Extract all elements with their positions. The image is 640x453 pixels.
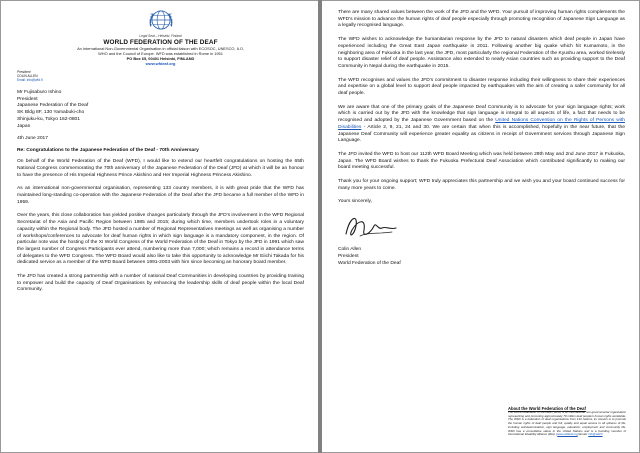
body-paragraph: On behalf of the World Federation of the Deaf (WFD), I would like to extend our heartfelt congratulations on hosting the 65th National Congress commemorating the 70th anniversary of the Japanese Federation of the Deaf (JFD) at which it will be an honour to have the presence of His Imperial Highness Prince Akishino and Her Imperial Highness Princess Akishino. (17, 159, 304, 178)
body-paragraph: The JFD invited the WFD to host our 112th WFD Board Meeting which was held between 29th May and 2nd June 2017 in Fukuoka, Japan. The WFD Board wishes to thank the Fukuoka Prefectural Deaf Association which contributed significantly to making our board meeting successful. (338, 151, 625, 171)
organisation-description-2: WHO and the Council of Europe. WFD was established in Rome in 1951 (98, 51, 223, 56)
body-paragraph: Thank you for your ongoing support; WFD truly appreciates this partnership and we wish you and your board continued success for many more years to come. (338, 179, 625, 191)
letterhead (17, 7, 304, 66)
sender-info (17, 70, 304, 82)
handwritten-signature-icon (340, 208, 400, 244)
recipient-line-2: Shinjuku-ku, Tokyo 162-0801 (17, 116, 80, 122)
recipient-address (17, 90, 304, 130)
closing: Yours sincerely, (338, 199, 372, 205)
about-wfd-footer (508, 406, 626, 437)
recipient-title: President (17, 96, 38, 102)
sender-name: COLIN ALLEN (17, 74, 38, 78)
recipient-country: Japan (17, 123, 31, 129)
body-paragraph: Over the years, this close collaboration has yielded positive changes particularly through the JFD's involvement in the WFD Regional Secretariat of the Asia and Pacific Region between 1985 and 2015; during which time, members undertook roles in a voluntary capacity within the Regional body. The JFD hosted a number of Regional Representatives meetings as well as organising a number of workshops/conferences to advocate for deaf human rights in which sign language is a mandatory component, in the region. Of particular note was the hosting of the XI World Congress of the World Federation of the Deaf in Tokyo by the JFD in 1991 which saw the largest number of Congress Participants ever attend, numbering more than 7,000; which remains a record in attendance terms of delegates to the WFD Congress. The WFD Board would also like to take this opportunity to acknowledge Mr Eiichi Takada for his dedicated service as a member of the WFD Board between 1991-2003 with him since becoming an honorary board member. (17, 213, 304, 266)
body-paragraph: The WFD recognises and values the JFD's commitment to disaster response including their willingness to share their experiences and expertise on a global level to support deaf people impacted by earthquakes with the aim of creating a safer community for all deaf people. (338, 77, 625, 97)
organisation-address: PO Box 65, 00401 Helsinki, FINLAND (126, 56, 195, 61)
signatory-org: World Federation of the Deaf (338, 260, 401, 266)
body-paragraph: The WFD wishes to acknowledge the humanitarian response by the JFD to natural disasters which deaf people in Japan have experienced including the Great East Japan earthquake in 2011. Following another big quake which hit Kumamoto, in the neighboring area of Fukuoka in the last year, the JFD, most particularly the regional Federation of the Kyushu area, worked tirelessly to support disaster relief of deaf people. Assistance also extended to nearly Asian countries such as providing support to the Deaf Community in Nepal during the earthquake in 2015. (338, 37, 625, 69)
letter-page-2 (322, 1, 639, 452)
footer-email-label: Email: (578, 432, 589, 437)
rights-text-after: - Article 2, 9, 21, 24 and 30. We are certain that when this is accomplished, hopefully in the near future, that the Japanese Deaf Community will experience greater equality as citizens in receipt of Government services through Japanese Sign Language. (338, 124, 625, 144)
uncrpd-link[interactable]: United Nations Convention on the Rights of Persons with Disabilities (338, 118, 625, 130)
footer-text-main: The World Federation of the Deaf (WFD) is an international non-governmental organisation representing and promoting approximately 70 million deaf people's human rights worldwide. The WFD is a federation of deaf organisations from 133 nations; its mission is to promote the human rights of deaf people and full, quality and equal access to all spheres of life, including self-determination, sign language, education, employment and community life. WFD has a consultative status in the United Nations and is a founding member of International Disability Alliance (IDA). (508, 410, 626, 437)
sender-role: President (17, 70, 31, 74)
recipient-line-1: SK Bldg 8F, 130 Yamabuki-cho (17, 110, 85, 116)
recipient-org: Japanese Federation of the Deaf (17, 103, 89, 109)
organisation-description-1: An International Non-Governmental Organisation in official liaison with ECOSOC, UNESCO, ILO, (77, 46, 244, 51)
letterhead-tagline: Legal Seat – Helsinki, Finland (139, 34, 182, 38)
footer-title: About the World Federation of the Deaf (508, 406, 586, 411)
sender-email-link[interactable]: Email: info@wfd.fi (17, 78, 43, 82)
organisation-website-link[interactable]: www.wfdeaf.org (145, 61, 176, 66)
organisation-name: WORLD FEDERATION OF THE DEAF (103, 39, 218, 46)
wfd-globe-logo-icon (148, 7, 174, 33)
signatory-name: Colin Allen (338, 247, 362, 253)
body-paragraph: There are many shared values between the work of the JFD and the WFD. Your pursuit of improving human rights complements the WFD's mission to advance the human rights of deaf people especially through promoting recognition of Japanese Sign Language as a legally recognised language. (338, 10, 625, 29)
body-paragraph: The JFD has created a strong partnership with a number of national Deaf Communities in developing countries by providing training to empower and build the capacity of Deaf Organisations by enhancing the leadership skills of deaf people within the local Deaf Community. (17, 274, 304, 293)
letter-subject: Re: Congratulations to the Japanese Federation of the Deaf - 70th Anniversary (17, 148, 199, 154)
footer-website-link[interactable]: www.wfdeaf.org (557, 432, 578, 437)
signatory-title: President (338, 254, 359, 260)
rights-text-before: We are aware that one of the primary goals of the Japanese Deaf Community is to advocate for your sign language rights; work which is carried out by the JFD with the knowledge that sign language is integral to all aspects of life, a fact that needs to be recognised and adopted by the Japanese Government based on the (338, 104, 625, 124)
footer-text: The World Federation of the Deaf (WFD) is an international non-governmental organisation representing and promoting approximately 70 million deaf people's human rights worldwide. The WFD is a federation of deaf organisations from 133 nations; its mission is to promote the human rights of deaf people and full, quality and equal access to all spheres of life, including self-determination, sign language, education, employment and community life. WFD has a consultative status in the United Nations and is a founding member of International Disability Alliance (IDA). (www.wfdeaf.org) Email: info@wfd.fi (508, 410, 626, 437)
body-paragraph-rights (338, 105, 625, 145)
footer-email-link[interactable]: info@wfd.fi (588, 432, 603, 437)
body-paragraph: As an international non-governmental organisation, representing 133 country members, it is with great pride that the WFD has maintained long-standing co-operation with the Japanese Federation of the Deaf after the JFD became a full member of the WFD in 1959. (17, 186, 304, 205)
letter-page-1 (1, 1, 318, 452)
letter-date: 4th June 2017 (17, 136, 49, 142)
recipient-name: Mr Fujisaburo Ishino (17, 90, 62, 95)
